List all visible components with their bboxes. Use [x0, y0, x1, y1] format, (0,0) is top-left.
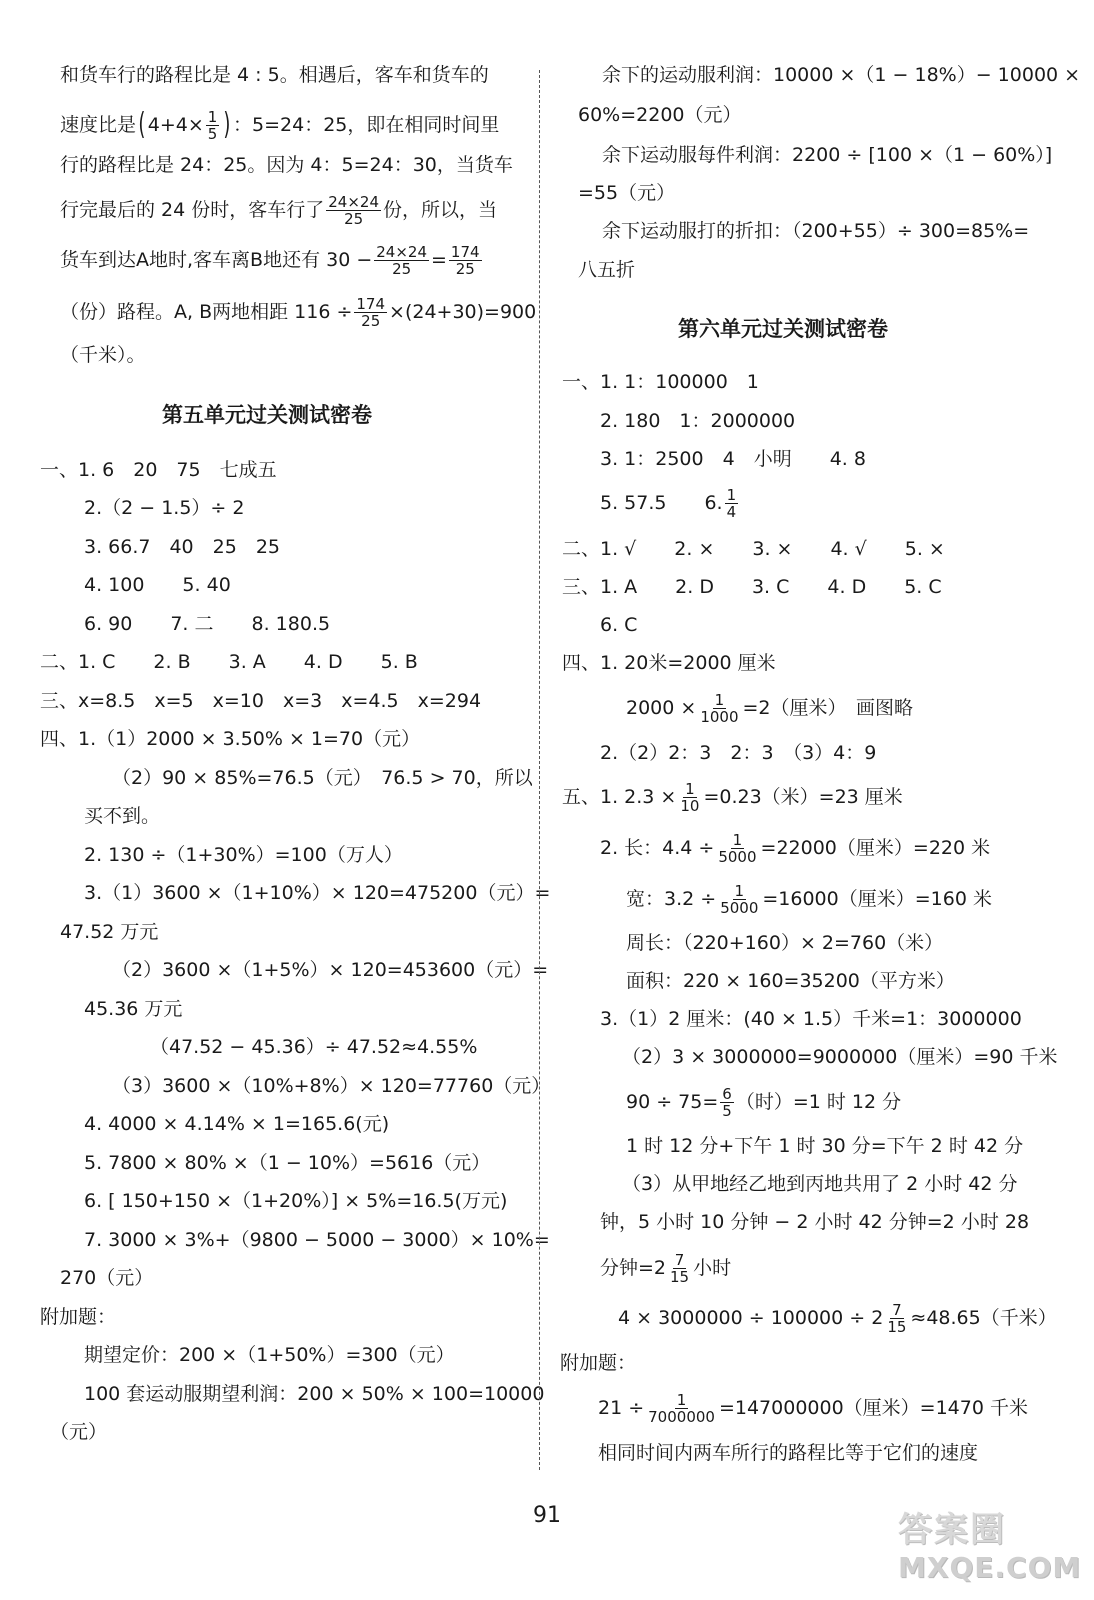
text-line: 和货车行的路程比是 4 : 5。相遇后，客车和货车的: [60, 64, 489, 86]
answer-line: 4 × 3000000 ÷ 100000 ÷ 2 $\frac{7}{15}$ ≈48.65（千米）: [618, 1300, 1057, 1336]
text-line: （份）路程。A, B两地相距 116 ÷ $\frac{174}{25}$ ×(24+30)=900: [60, 294, 537, 330]
text-line: （千米）。: [60, 344, 146, 366]
answer-line: 附加题：: [40, 1306, 117, 1328]
fraction: $\frac{6}{5}$: [722, 1084, 732, 1120]
answer-line: 二、1. C 2. B 3. A 4. D 5. B: [40, 651, 418, 673]
answer-line: 2.（2）2：3 2：3 （3）4：9: [600, 742, 877, 764]
text-line: 余下运动服每件利润：2200 ÷ [100 ×（1 − 60%）]: [602, 144, 1053, 166]
fraction: $\frac{1}{10}$: [680, 779, 700, 815]
answer-line: 1 时 12 分+下午 1 时 30 分=下午 2 时 42 分: [626, 1135, 1024, 1157]
answer-line: 2. 长：4.4 ÷ $\frac{1}{5000}$ =22000（厘米）=220 米: [600, 830, 991, 866]
text-line: 行完最后的 24 份时，客车行了 $\frac{24\times 24}{25}$ 份，所以，当: [60, 192, 498, 228]
answer-line: （3）3600 ×（10%+8%）× 120=77760（元）: [112, 1075, 551, 1097]
answer-line: 二、1. √ 2. × 3. × 4. √ 5. ×: [562, 538, 945, 560]
answer-line: 三、1. A 2. D 3. C 4. D 5. C: [562, 576, 942, 598]
answer-line: （2）3600 ×（1+5%）× 120=453600（元）=: [112, 959, 549, 981]
answer-line: 47.52 万元: [60, 921, 159, 943]
answer-line: 45.36 万元: [84, 998, 183, 1020]
answer-line: 2. 180 1：2000000: [600, 410, 796, 432]
text-line: =55（元）: [578, 182, 676, 204]
section-title: 第六单元过关测试密卷: [678, 317, 888, 341]
answer-line: 面积：220 × 160=35200（平方米）: [626, 970, 955, 992]
fraction: $\frac{1}{5000}$: [718, 830, 757, 866]
fraction: $\frac{1}{1000}$: [700, 690, 739, 726]
answer-line: 一、1. 6 20 75 七成五: [40, 459, 277, 481]
answer-line: 宽：3.2 ÷ $\frac{1}{5000}$ =16000（厘米）=160 米: [626, 881, 992, 917]
answer-line: （2）90 × 85%=76.5（元） 76.5 > 70，所以: [112, 767, 533, 789]
answer-line: 5. 57.5 6. $\frac{1}{4}$: [600, 485, 737, 521]
answer-line: 6. 90 7. 二 8. 180.5: [84, 613, 331, 635]
answer-line: 21 ÷ $\frac{1}{7000000}$ =147000000（厘米）=1470 千米: [598, 1390, 1028, 1426]
answer-line: （2）3 × 3000000=9000000（厘米）=90 千米: [622, 1046, 1058, 1068]
answer-line: 四、1. 20米=2000 厘米: [562, 652, 776, 674]
text-line: 60%=2200（元）: [578, 104, 742, 126]
answer-line: 4. 100 5. 40: [84, 574, 231, 596]
answer-line: （47.52 − 45.36）÷ 47.52≈4.55%: [150, 1036, 478, 1058]
answer-line: 5. 7800 × 80% ×（1 − 10%）=5616（元）: [84, 1152, 491, 1174]
answer-line: 四、1.（1）2000 × 3.50% × 1=70（元）: [40, 728, 421, 750]
answer-line: 3. 66.7 40 25 25: [84, 536, 281, 558]
answer-line: 270（元）: [60, 1267, 154, 1289]
answer-line: 7. 3000 × 3%+（9800 − 5000 − 3000）× 10%=: [84, 1229, 550, 1251]
fraction: $\frac{1}{5}$: [207, 107, 218, 143]
answer-line: 一、1. 1：100000 1: [562, 371, 759, 393]
answer-line: 附加题：: [560, 1352, 637, 1374]
answer-line: 分钟=2 $\frac{7}{15}$ 小时: [600, 1250, 732, 1286]
answer-line: 期望定价：200 ×（1+50%）=300（元）: [84, 1344, 455, 1366]
answer-line: 2.（2 − 1.5）÷ 2: [84, 497, 245, 519]
answer-line: （3）从甲地经乙地到丙地共用了 2 小时 42 分: [622, 1173, 1018, 1195]
fraction: $\frac{7}{15}$: [670, 1250, 690, 1286]
answer-line: 相同时间内两车所行的路程比等于它们的速度: [598, 1442, 979, 1464]
fraction: $\frac{24\times 24}{25}$: [328, 192, 380, 228]
answer-line: 三、x=8.5 x=5 x=10 x=3 x=4.5 x=294: [40, 690, 482, 712]
answer-line: 3.（1）2 厘米：(40 × 1.5）千米=1：3000000: [600, 1008, 1022, 1030]
section-title: 第五单元过关测试密卷: [162, 403, 372, 427]
text-line: 行的路程比是 24：25。因为 4：5=24：30，当货车: [60, 154, 513, 176]
answer-line: 2000 × $\frac{1}{1000}$ =2（厘米） 画图略: [626, 690, 914, 726]
answer-line: （元）: [50, 1421, 108, 1443]
answer-line: 钟，5 小时 10 分钟 − 2 小时 42 分钟=2 小时 28: [600, 1211, 1030, 1233]
answer-line: 周长：（220+160）× 2=760（米）: [626, 932, 944, 954]
page-number: 91: [533, 1503, 561, 1528]
text-line: 货车到达A地时,客车离B地还有 30 − $\frac{24\times 24}{25}$ = $\frac{174}{25}$: [60, 242, 480, 278]
answer-line: 2. 130 ÷（1+30%）=100（万人）: [84, 844, 403, 866]
watermark-logo: 答案圈 MXQE.COM: [898, 1510, 1082, 1584]
text-line: 速度比是 ( 4+4× $\frac{1}{5}$ ) ：5=24：25，即在相同时间里: [60, 107, 500, 143]
fraction: $\frac{1}{7000000}$: [648, 1390, 715, 1426]
answer-line: 3.（1）3600 ×（1+10%）× 120=475200（元）=: [84, 882, 551, 904]
answer-line: 6. C: [600, 614, 638, 636]
text-line: 余下运动服打的折扣：（200+55）÷ 300=85%=: [602, 220, 1030, 242]
text-line: 余下的运动服利润：10000 ×（1 − 18%）− 10000 ×: [602, 64, 1081, 86]
answer-line: 100 套运动服期望利润：200 × 50% × 100=10000: [84, 1383, 545, 1405]
answer-line: 五、1. 2.3 × $\frac{1}{10}$ =0.23（米）=23 厘米: [562, 779, 903, 815]
fraction: $\frac{1}{4}$: [726, 485, 737, 521]
answer-line: 90 ÷ 75= $\frac{6}{5}$ （时）=1 时 12 分: [626, 1084, 902, 1120]
fraction: $\frac{24\times 24}{25}$: [376, 242, 427, 278]
answer-line: 4. 4000 × 4.14% × 1=165.6(元): [84, 1113, 390, 1135]
answer-line: 买不到。: [84, 805, 161, 827]
fraction: $\frac{1}{5000}$: [720, 881, 759, 917]
column-divider: [539, 70, 540, 1470]
fraction: $\frac{7}{15}$: [887, 1300, 907, 1336]
answer-line: 6. [ 150+150 ×（1+20%）] × 5%=16.5(万元): [84, 1190, 508, 1212]
answer-line: 3. 1：2500 4 小明 4. 8: [600, 448, 866, 470]
fraction: $\frac{174}{25}$: [356, 294, 386, 330]
text-line: 八五折: [578, 259, 636, 281]
fraction: $\frac{174}{25}$: [450, 242, 480, 278]
